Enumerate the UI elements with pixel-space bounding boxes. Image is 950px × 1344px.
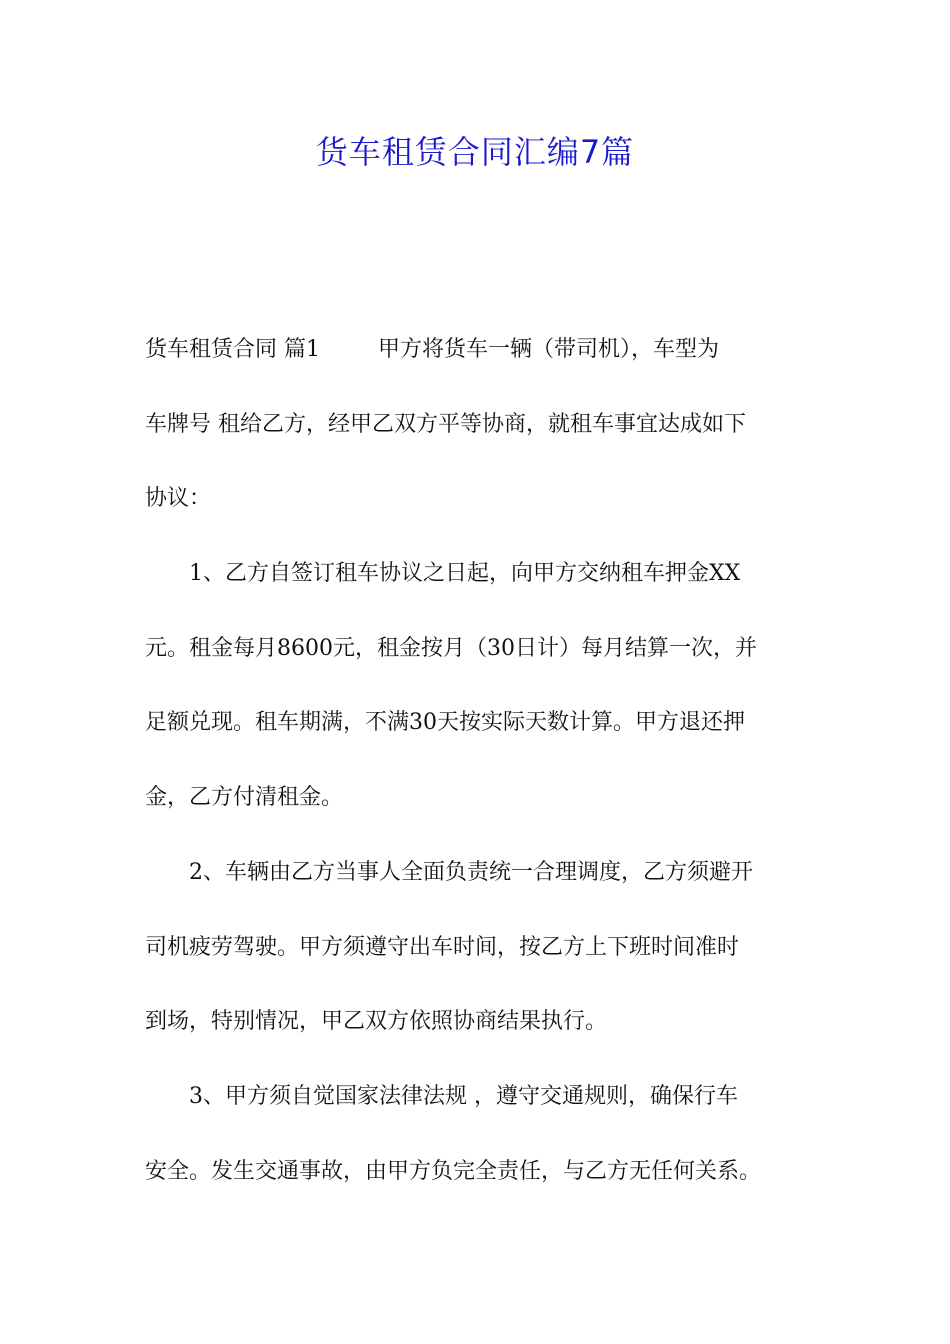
paragraph-line: 车牌号 租给乙方，经甲乙双方平等协商，就租车事宜达成如下 xyxy=(145,411,746,437)
paragraph-line: 司机疲劳驾驶。甲方须遵守出车时间，按乙方上下班时间准时 xyxy=(145,934,740,960)
paragraph-line: 安全。发生交通事故，由甲方负完全责任，与乙方无任何关系。 xyxy=(145,1158,762,1184)
paragraph-line: 金，乙方付清租金。 xyxy=(145,785,344,811)
heading-text: 甲方将货车一辆（带司机），车型为 xyxy=(378,337,720,362)
document-body xyxy=(145,337,810,1233)
paragraph-line: 协议： xyxy=(145,486,212,512)
section-heading: 货车租赁合同 篇1 xyxy=(145,337,320,362)
paragraph-line: 到场，特别情况，甲乙双方依照协商结果执行。 xyxy=(145,1009,608,1035)
document-title: 货车租赁合同汇编7篇 xyxy=(315,133,635,171)
paragraph-line: 元。租金每月8600元，租金按月（30日计）每月结算一次，并 xyxy=(145,635,757,661)
paragraph-line: 足额兑现。租车期满，不满30天按实际天数计算。甲方退还押 xyxy=(145,710,745,736)
clause-1-line: 1、乙方自签订租车协议之日起，向甲方交纳租车押金XX xyxy=(189,561,741,587)
clause-2-line: 2、车辆由乙方当事人全面负责统一合理调度，乙方须避开 xyxy=(189,859,753,885)
paragraph-line-heading xyxy=(145,337,810,363)
clause-3-line: 3、甲方须自觉国家法律法规 ，遵守交通规则，确保行车 xyxy=(189,1083,738,1109)
